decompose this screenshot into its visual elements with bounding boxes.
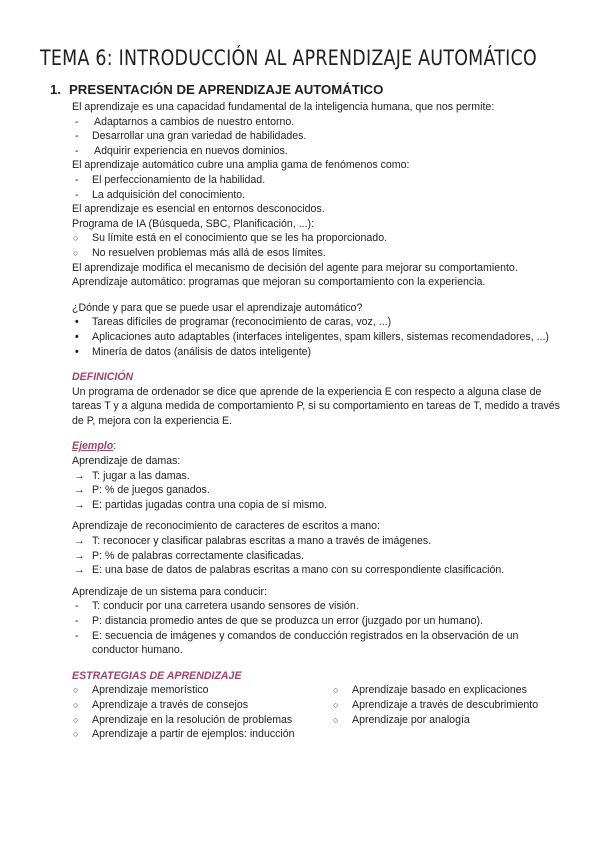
circle-bullet-icon: ○ (73, 729, 79, 740)
dash-marker: - (75, 188, 79, 201)
paragraph: El aprendizaje modifica el mecanismo de decisión del agente para mejorar su comportamiento. (72, 261, 518, 274)
circle-bullet-icon: ○ (333, 685, 339, 696)
list-item: - La adquisición del conocimiento. (75, 188, 246, 201)
dash-marker: - (75, 173, 79, 186)
list-item: - El perfeccionamiento de la habilidad. (75, 173, 266, 186)
circle-bullet-icon: ○ (73, 247, 79, 258)
section-heading (50, 81, 383, 99)
paragraph: El aprendizaje es una capacidad fundamental de la inteligencia humana, que nos permite: (72, 101, 495, 113)
circle-bullet-icon: ○ (73, 233, 79, 244)
list-item: ○ Aprendizaje memorístico (73, 684, 209, 697)
arrow-icon: → (74, 498, 85, 511)
definition-heading: DEFINICIÓN (72, 371, 134, 384)
arrow-icon: → (74, 564, 85, 577)
question: ¿Dónde y para que se puede usar el aprendizaje automático? (72, 301, 363, 314)
list-item: → P: % de palabras correctamente clasificadas. (74, 549, 304, 562)
example-title: Aprendizaje de damas: (72, 455, 181, 468)
circle-bullet-icon: ○ (73, 714, 79, 725)
example-title: Aprendizaje de un sistema para conducir: (72, 585, 267, 598)
circle-bullet-icon: ○ (73, 699, 79, 710)
circle-bullet-icon: ○ (73, 685, 79, 696)
section-number: 1. (50, 82, 61, 97)
dash-marker: - (75, 144, 79, 157)
section-heading-text: PRESENTACIÓN DE APRENDIZAJE AUTOMÁTICO (69, 82, 384, 97)
strategies-column-left (72, 683, 332, 741)
list-item: ○ Aprendizaje a través de descubrimiento (333, 698, 539, 711)
list-item: ○ Aprendizaje a partir de ejemplos: inducción (73, 728, 295, 741)
dash-marker: - (75, 600, 79, 613)
list-item: ○ Aprendizaje por analogía (333, 713, 470, 726)
list-item: ○ Aprendizaje en la resolución de problemas (73, 713, 293, 726)
strategies-columns (72, 683, 550, 741)
paragraph: Programa de IA (Búsqueda, SBC, Planificación, ...): (72, 217, 315, 230)
paragraph: El aprendizaje es esencial en entornos desconocidos. (72, 203, 325, 216)
strategies-column-right (332, 683, 550, 741)
dash-marker: - (75, 130, 79, 143)
arrow-icon: → (74, 549, 85, 562)
bullet-icon: • (75, 345, 79, 358)
document-body (72, 100, 560, 742)
list-item: → T: reconocer y clasificar palabras escritas a mano a través de imágenes. (74, 535, 432, 548)
dash-marker: - (75, 629, 79, 642)
list-item: - T: conducir por una carretera usando sensores de visión. (75, 600, 359, 613)
list-item: • Minería de datos (análisis de datos inteligente) (75, 345, 312, 358)
list-item: → E: una base de datos de palabras escritas a mano con su correspondiente clasificación. (74, 564, 505, 577)
arrow-icon: → (74, 484, 85, 497)
list-item: → T: jugar a las damas. (74, 469, 190, 482)
list-item: - Adquirir experiencia en nuevos dominios. (75, 144, 288, 157)
circle-bullet-icon: ○ (333, 714, 339, 725)
paragraph: El aprendizaje automático cubre una amplia gama de fenómenos como: (72, 159, 410, 172)
list-item: - Desarrollar una gran variedad de habilidades. (75, 130, 307, 143)
list-item: → E: partidas jugadas contra una copia de sí mismo. (74, 498, 327, 511)
list-item: ○ Aprendizaje basado en explicaciones (333, 684, 527, 697)
bullet-icon: • (75, 316, 79, 329)
list-item: - Adaptarnos a cambios de nuestro entorno. (75, 115, 295, 128)
example-label: Ejemplo: (72, 440, 117, 453)
dash-marker: - (75, 615, 79, 627)
paragraph: Aprendizaje automático: programas que mejoran su comportamiento con la experiencia. (72, 276, 486, 289)
page-title: TEMA 6: INTRODUCCIÓN AL APRENDIZAJE AUTOMÁTICO (40, 46, 537, 70)
arrow-icon: → (74, 469, 85, 482)
definition-text: Un programa de ordenador se dice que aprende de la experiencia E con respecto a alguna clase de tareas T y a alguna medida de comportamiento P, si su comportamiento en tareas de T, medido a través de P, mejora con la experiencia E. (72, 385, 560, 427)
example-title: Aprendizaje de reconocimiento de caracteres de escritos a mano: (72, 520, 380, 533)
circle-bullet-icon: ○ (333, 699, 339, 710)
list-item: ○ Aprendizaje a través de consejos (73, 698, 249, 711)
list-item: - E: secuencia de imágenes y comandos de conducción registrados en la observación de un conductor humano. (75, 629, 519, 657)
dash-marker: - (75, 115, 79, 128)
bullet-icon: • (75, 330, 79, 343)
list-item: ○ No resuelven problemas más allá de esos límites. (73, 246, 326, 259)
list-item: - P: distancia promedio antes de que se produzca un error (juzgado por un humano). (75, 615, 484, 627)
list-item: ○ Su límite está en el conocimiento que se les ha proporcionado. (73, 232, 388, 245)
list-item: → P: % de juegos ganados. (74, 484, 210, 497)
arrow-icon: → (74, 535, 85, 548)
strategies-heading: ESTRATEGIAS DE APRENDIZAJE (72, 669, 242, 682)
list-item: • Tareas difíciles de programar (reconocimiento de caras, voz, ...) (75, 316, 392, 329)
list-item: • Aplicaciones auto adaptables (interfaces inteligentes, spam killers, sistemas recomendadores, ...) (75, 330, 549, 343)
